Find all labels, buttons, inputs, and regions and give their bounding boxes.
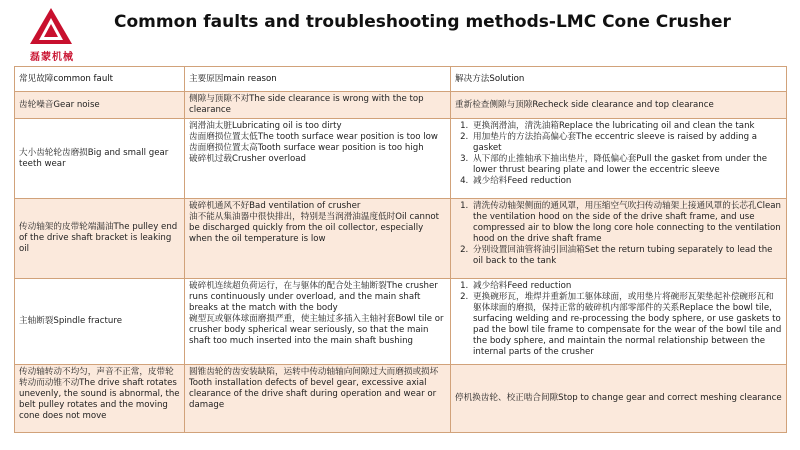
reason-cell — [185, 199, 451, 279]
solution-item: 2. 用加垫片的方法抬高偏心套The eccentric sleeve is raised by adding a gasket — [471, 132, 782, 154]
solution-item: 1. 清洗传动轴架侧面的通风罩，用压缩空气吹扫传动轴架上接通风罩的长芯孔Clean the ventilation hood on the side of the drive shaft frame, and use compressed air to blow the long core hole connecting to the ventilation hood on the drive shaft frame — [471, 201, 782, 245]
reason-text: 破碎机连续超负荷运行，在与躯体的配合处主轴断裂The crusher runs continuously under overload, and the main shaft breaks at the match with the body — [189, 281, 438, 313]
fault-cell: 齿轮噪音Gear noise — [15, 92, 185, 119]
fault-cell: 传动轴架的皮带轮端漏油The pulley end of the drive shaft bracket is leaking oil — [15, 199, 185, 279]
solution-item: 1. 减少给料Feed reduction — [471, 281, 782, 292]
solution-text: 重新检查侧隙与顶隙Recheck side clearance and top clearance — [455, 99, 714, 110]
solution-list — [455, 121, 782, 187]
table-header-row — [15, 67, 787, 92]
logo-mark-icon — [28, 6, 74, 46]
solution-cell — [451, 365, 787, 433]
solution-text: 停机换齿轮、校正啮合间隙Stop to change gear and correct meshing clearance — [455, 393, 782, 403]
fault-cell: 传动轴转动不均匀，声音不正常，皮带轮转动而动锥不动The drive shaft rotates unevenly, the sound is abnormal, the belt pulley rotates and the moving cone does not move — [15, 365, 185, 433]
page-title: Common faults and troubleshooting methods-LMC Cone Crusher — [114, 12, 731, 32]
page-header — [0, 0, 800, 66]
reason-text: 润滑油太脏Lubricating oil is too dirty — [189, 121, 342, 131]
fault-table — [14, 66, 787, 433]
reason-cell — [185, 279, 451, 365]
table-row — [15, 279, 787, 365]
table-row — [15, 365, 787, 433]
solution-cell — [451, 119, 787, 199]
solution-cell — [451, 92, 787, 119]
reason-text: 油不能从集油器中很快排出，特别是当润滑油温度低时Oil cannot be discharged quickly from the oil collector, especially when the oil temperature is low — [189, 212, 440, 244]
company-logo — [22, 6, 82, 62]
header-reason: 主要原因main reason — [185, 67, 451, 92]
reason-text: 破碎机过载Crusher overload — [189, 154, 306, 164]
reason-text: 齿面磨损位置太高Tooth surface wear position is too high — [189, 143, 424, 153]
fault-cell: 主轴断裂Spindle fracture — [15, 279, 185, 365]
solution-item: 2. 更换碗形瓦，堆焊并重新加工躯体球面，或用垫片将碗形瓦架垫起补偿碗形瓦和躯体球面的磨损，保持正常的破碎机内部零部件的关系Replace the bowl tile, surfacing welding and re-processing the body sphere, or use gaskets to pad the bowl tile frame to compensate for the wear of the bowl tile and the body sphere, and maintain the normal relationship between the internal parts of the crusher — [471, 292, 782, 358]
logo-text: 磊蒙机械 — [30, 52, 74, 63]
solution-item: 4. 减少给料Feed reduction — [471, 176, 782, 187]
solution-list — [455, 281, 782, 358]
reason-cell — [185, 92, 451, 119]
table-row — [15, 92, 787, 119]
reason-cell — [185, 119, 451, 199]
table-row — [15, 199, 787, 279]
reason-cell — [185, 365, 451, 433]
table-row — [15, 119, 787, 199]
reason-text: 碗型瓦或躯体球面磨损严重，使主轴过多插入主轴衬套Bowl tile or crusher body spherical wear seriously, so that the main shaft too much inserted into the main shaft bushing — [189, 314, 444, 346]
solution-cell — [451, 279, 787, 365]
solution-list — [455, 201, 782, 267]
fault-cell: 大小齿轮轮齿磨损Big and small gear teeth wear — [15, 119, 185, 199]
solution-item: 1. 更换润滑油，清洗油箱Replace the lubricating oil and clean the tank — [471, 121, 782, 132]
reason-text: 破碎机通风不好Bad ventilation of crusher — [189, 201, 361, 211]
header-solution: 解决方法Solution — [451, 67, 787, 92]
solution-item: 2. 分别设置回油管将油引回油箱Set the return tubing separately to lead the oil back to the tank — [471, 245, 782, 267]
header-fault: 常见故障common fault — [15, 67, 185, 92]
reason-text: 侧隙与顶隙不对The side clearance is wrong with the top clearance — [189, 94, 424, 115]
reason-text: 齿面磨损位置太低The tooth surface wear position is too low — [189, 132, 438, 142]
solution-cell — [451, 199, 787, 279]
solution-item: 3. 从下部的止推轴承下抽出垫片，降低偏心套Pull the gasket from under the lower thrust bearing plate and lower the eccentric sleeve — [471, 154, 782, 176]
reason-text: 圆锥齿轮的齿安装缺陷，运转中传动轴轴向间隙过大而磨损或损坏Tooth installation defects of bevel gear, excessive axial clearance of the drive shaft during operation and wear or damage — [189, 367, 439, 410]
